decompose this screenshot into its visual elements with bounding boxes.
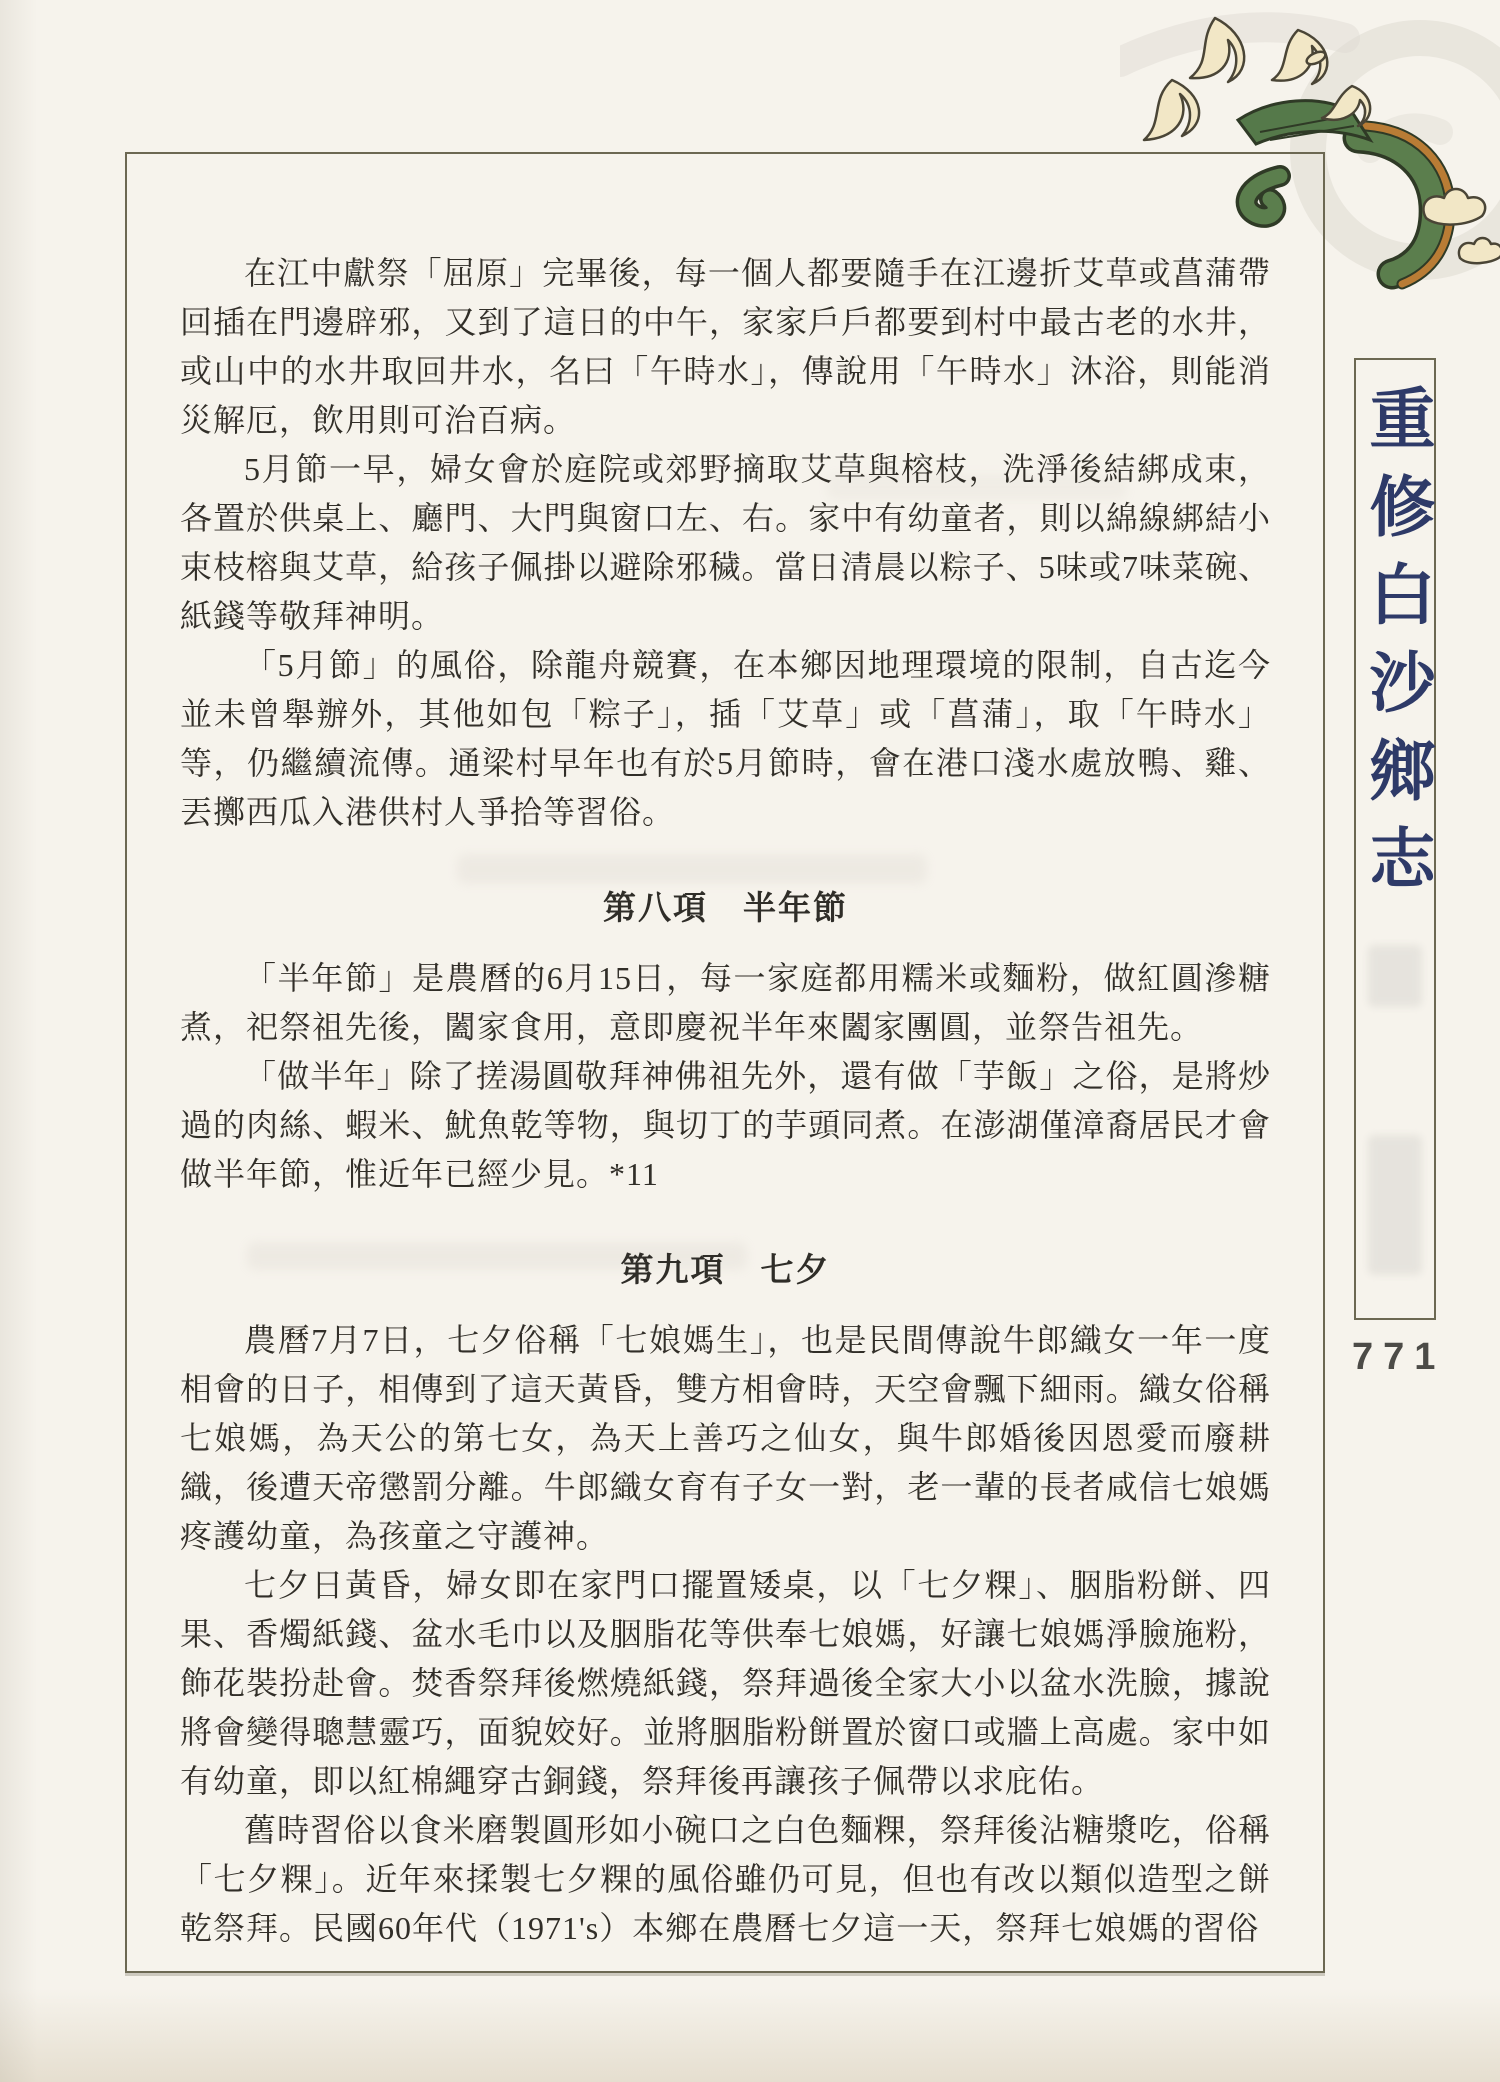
book-title: 重修白沙鄉志 (1359, 384, 1432, 912)
paragraph: 「5月節」的風俗，除龍舟競賽，在本鄉因地理環境的限制，自古迄今並未曾舉辦外，其他如包「粽子」，插「艾草」或「菖蒲」，取「午時水」等，仍繼續流傳。通梁村早年也有於5月節時，會在港口淺水處放鴨、雞、丟擲西瓜入港供村人爭拾等習俗。 (180, 647, 1271, 830)
paragraph: 舊時習俗以食米磨製圓形如小碗口之白色麵粿，祭拜後沾糖漿吃，俗稱「七夕粿」。近年來揉製七夕粿的風俗雖仍可見，但也有改以類似造型之餅乾祭拜。民國60年代（1971's）本鄉在農曆七夕這一天，祭拜七娘媽的習俗 (180, 1812, 1271, 1946)
section-heading: 第九項 七夕 (620, 1251, 831, 1288)
paragraph: 「做半年」除了搓湯圓敬拜神佛祖先外，還有做「芋飯」之俗，是將炒過的肉絲、蝦米、魷魚乾等物，與切丁的芋頭同煮。在澎湖僅漳裔居民才會做半年節，惟近年已經少見。*11 (180, 1058, 1271, 1192)
paragraph: 七夕日黃昏，婦女即在家門口擺置矮桌，以「七夕粿」、胭脂粉餅、四果、香燭紙錢、盆水毛巾以及胭脂花等供奉七娘媽，好讓七娘媽淨臉施粉，飾花裝扮赴會。焚香祭拜後燃燒紙錢，祭拜過後全家大小以盆水洗臉，據說將會變得聰慧靈巧，面貌姣好。並將胭脂粉餅置於窗口或牆上高處。家中如有幼童，即以紅棉繩穿古銅錢，祭拜後再讓孩子佩帶以求庇佑。 (180, 1567, 1271, 1799)
bleedthrough-mark (1368, 1135, 1422, 1275)
book-title-box (1354, 358, 1436, 1320)
paragraph: 在江中獻祭「屈原」完畢後，每一個人都要隨手在江邊折艾草或菖蒲帶回插在門邊辟邪，又到了這日的中午，家家戶戶都要到村中最古老的水井，或山中的水井取回井水，名曰「午時水」，傳說用「午時水」沐浴，則能消災解厄，飲用則可治百病。 (180, 255, 1271, 438)
section-heading: 第八項 半年節 (603, 889, 848, 926)
paragraph: 農曆7月7日，七夕俗稱「七娘媽生」，也是民間傳說牛郎織女一年一度相會的日子，相傳到了這天黃昏，雙方相會時，天空會飄下細雨。織女俗稱七娘媽，為天公的第七女，為天上善巧之仙女，與牛郎婚後因恩愛而廢耕織，後遭天帝懲罰分離。牛郎織女育有子女一對，老一輩的長者咸信七娘媽疼護幼童，為孩童之守護神。 (180, 1322, 1271, 1554)
paragraph: 「半年節」是農曆的6月15日，每一家庭都用糯米或麵粉，做紅圓滲糖煮，祀祭祖先後，闔家食用，意即慶祝半年來闔家團圓，並祭告祖先。 (180, 960, 1271, 1045)
paragraph: 5月節一早，婦女會於庭院或郊野摘取艾草與榕枝，洗淨後結綁成束，各置於供桌上、廳門、大門與窗口左、右。家中有幼童者，則以綿線綁結小束枝榕與艾草，給孩子佩掛以避除邪穢。當日清晨以粽子、5味或7味菜碗、紙錢等敬拜神明。 (180, 451, 1271, 634)
page-number: 771 (1352, 1336, 1446, 1378)
bleedthrough-mark (1368, 945, 1422, 1007)
body-text (127, 154, 1323, 1971)
text-frame (125, 152, 1325, 1973)
